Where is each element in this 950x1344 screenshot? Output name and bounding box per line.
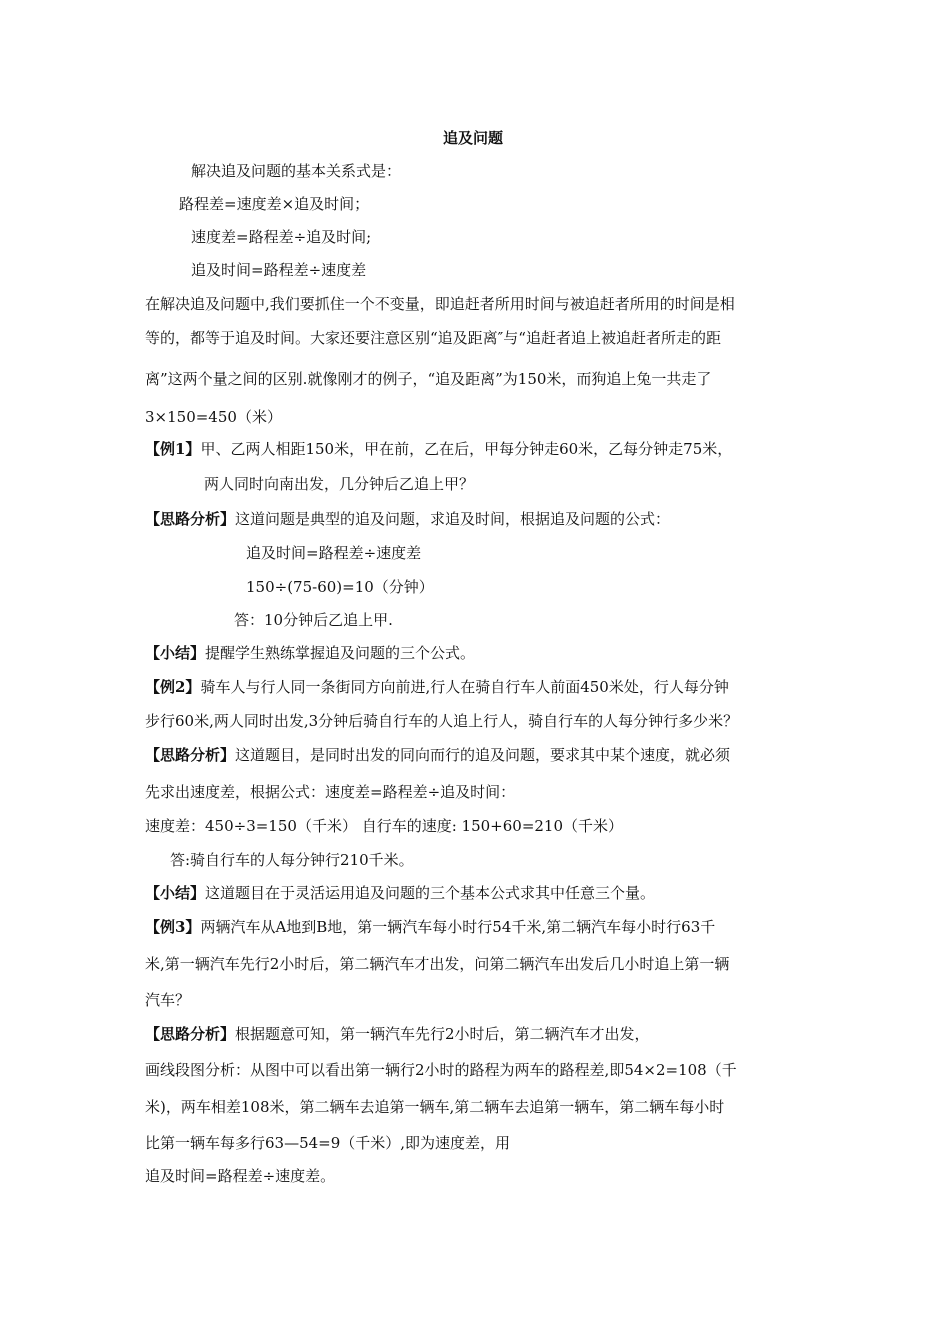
summary-text: 提醒学生熟练掌握追及问题的三个公式。 [205,644,476,662]
example-3-line-2: 米,第一辆汽车先行2小时后，第二辆汽车才出发，问第二辆汽车出发后几小时追上第一辆 [145,955,730,973]
summary-text: 这道题目在于灵活运用追及问题的三个基本公式求其中任意三个量。 [205,884,656,902]
formula-line-3: 追及时间=路程差÷速度差 [191,261,367,279]
example-text: 骑车人与行人同一条街同方向前进,行人在骑自行车人前面450米处，行人每分钟 [200,678,729,696]
paragraph-line: 离”这两个量之间的区别.就像刚才的例子，“追及距离”为150米，而狗追上兔一共走了 [145,370,712,388]
page-title: 追及问题 [443,129,504,147]
analysis-text: 这道问题是典型的追及问题，求追及时间，根据追及问题的公式： [235,510,671,528]
analysis-2-answer: 答:骑自行车的人每分钟行210千米。 [170,851,414,869]
analysis-3-line-4: 比第一辆车每多行63—54=9（千米）,即为速度差，用 [145,1134,511,1152]
analysis-2-line-2: 先求出速度差，根据公式：速度差=路程差÷追及时间： [145,783,516,801]
example-text: 甲、乙两人相距150米，甲在前，乙在后，甲每分钟走60米，乙每分钟走75米， [200,440,733,458]
formula-line-2: 速度差=路程差÷追及时间; [191,228,372,246]
summary-2 [145,883,655,903]
example-text: 两辆汽车从A地到B地，第一辆汽车每小时行54千米,第二辆汽车每小时行63千 [200,918,716,936]
section-tag: 【例3】 [145,918,201,936]
example-3 [145,917,715,937]
section-tag: 【思路分析】 [145,746,236,764]
example-2 [145,677,729,697]
analysis-2-calc: 速度差：450÷3=150（千米） 自行车的速度: 150+60=210（千米） [145,817,624,835]
section-tag: 【思路分析】 [145,510,236,528]
section-tag: 【思路分析】 [145,1025,236,1043]
example-2-line-2: 步行60米,两人同时出发,3分钟后骑自行车的人追上行人，骑自行车的人每分钟行多少米？ [145,712,739,730]
example-1-line-2: 两人同时向南出发，几分钟后乙追上甲？ [204,475,475,493]
section-tag: 【小结】 [145,884,206,902]
section-tag: 【小结】 [145,644,206,662]
analysis-2 [145,745,730,765]
analysis-1 [145,509,670,529]
formula-intro: 解决追及问题的基本关系式是： [191,162,402,180]
analysis-1-answer: 答：10分钟后乙追上甲. [234,611,393,629]
analysis-1-calc: 150÷(75-60)=10（分钟） [246,578,434,596]
paragraph-line: 在解决追及问题中,我们要抓住一个不变量，即追赶者所用时间与被追赶者所用的时间是相 [145,295,735,313]
analysis-3-line-5: 追及时间=路程差÷速度差。 [145,1167,336,1185]
section-tag: 【例1】 [145,440,201,458]
section-tag: 【例2】 [145,678,201,696]
analysis-text: 根据题意可知，第一辆汽车先行2小时后，第二辆汽车才出发， [235,1025,650,1043]
example-3-line-3: 汽车？ [145,991,191,1009]
analysis-3 [145,1024,650,1044]
paragraph-line: 3×150=450（米） [145,408,282,426]
analysis-3-line-2: 画线段图分析：从图中可以看出第一辆行2小时的路程为两车的路程差,即54×2=108（千 [145,1061,737,1079]
analysis-text: 这道题目，是同时出发的同向而行的追及问题，要求其中某个速度，就必须 [235,746,731,764]
analysis-1-formula: 追及时间=路程差÷速度差 [246,544,422,562]
formula-line-1: 路程差=速度差×追及时间； [179,195,370,213]
summary-1 [145,643,475,663]
analysis-3-line-3: 米)，两车相差108米，第二辆车去追第一辆车,第二辆车去追第一辆车，第二辆车每小时 [145,1098,725,1116]
paragraph-line: 等的，都等于追及时间。大家还要注意区别“追及距离″与“追赶者追上被追赶者所走的距 [145,329,721,347]
example-1 [145,439,732,459]
